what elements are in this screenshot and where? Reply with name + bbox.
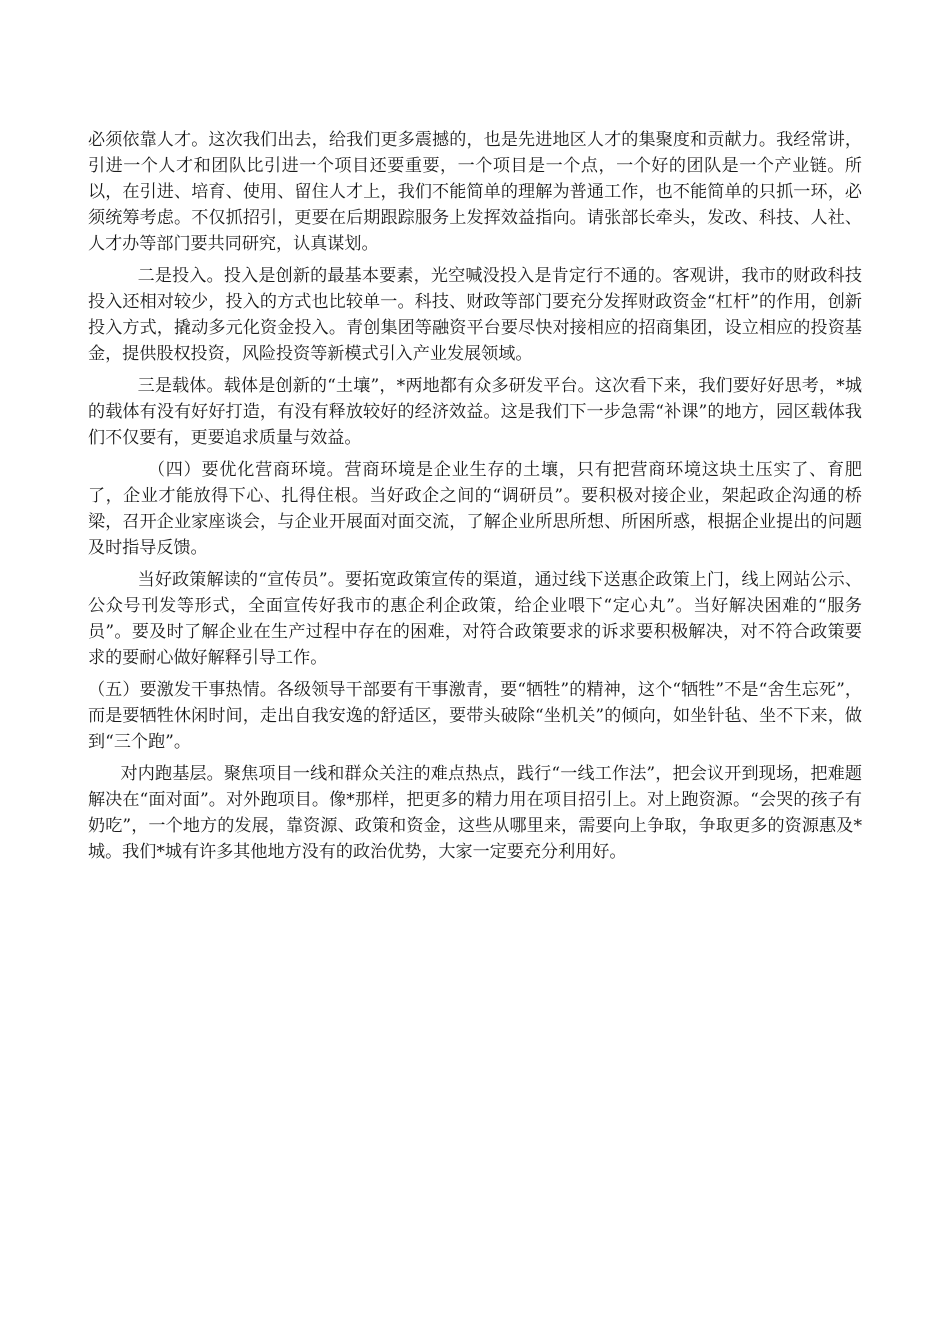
paragraph-three-runs: 对内跑基层。聚焦项目一线和群众关注的难点热点，践行“一线工作法”，把会议开到现场，把难题解决在“面对面”。对外跑项目。像*那样，把更多的精力用在项目招引上。对上跑资源。“会哭的孩子有奶吃”，一个地方的发展，靠资源、政策和资金，这些从哪里来，需要向上争取，争取更多的资源惠及*城。我们*城有许多其他地方没有的政治优势，大家一定要充分利用好。 (88, 764, 862, 862)
paragraph-carrier: 三是载体。载体是创新的“土壤”，*两地都有众多研发平台。这次看下来，我们要好好思考，*城的载体有没有好好打造，有没有释放较好的经济效益。这是我们下一步急需“补课”的地方，园区载体我们不仅要有，更要追求质量与效益。 (88, 376, 862, 448)
document-page (88, 127, 862, 871)
paragraph-business-environment: （四）要优化营商环境。营商环境是企业生存的土壤，只有把营商环境这块土压实了、育肥了，企业才能放得下心、扎得住根。当好政企之间的“调研员”。要积极对接企业，架起政企沟通的桥梁，召开企业家座谈会，与企业开展面对面交流，了解企业所思所想、所困所惑，根据企业提出的问题及时指导反馈。 (88, 460, 862, 558)
paragraph-policy-publicity: 当好政策解读的“宣传员”。要拓宽政策宣传的渠道，通过线下送惠企政策上门，线上网站公示、公众号刊发等形式，全面宣传好我市的惠企利企政策，给企业喂下“定心丸”。当好解决困难的“服务员”。要及时了解企业在生产过程中存在的困难，对符合政策要求的诉求要积极解决，对不符合政策要求的要耐心做好解释引导工作。 (88, 570, 862, 668)
paragraph-talent: 必须依靠人才。这次我们出去，给我们更多震撼的，也是先进地区人才的集聚度和贡献力。我经常讲，引进一个人才和团队比引进一个项目还要重要，一个项目是一个点，一个好的团队是一个产业链。所以，在引进、培育、使用、留住人才上，我们不能简单的理解为普通工作，也不能简单的只抓一环，必须统筹考虑。不仅抓招引，更要在后期跟踪服务上发挥效益指向。请张部长牵头，发改、科技、人社、人才办等部门要共同研究，认真谋划。 (88, 130, 862, 254)
paragraph-investment: 二是投入。投入是创新的最基本要素，光空喊没投入是肯定行不通的。客观讲，我市的财政科技投入还相对较少，投入的方式也比较单一。科技、财政等部门要充分发挥财政资金“杠杆”的作用，创新投入方式，撬动多元化资金投入。青创集团等融资平台要尽快对接相应的招商集团，设立相应的投资基金，提供股权投资，风险投资等新模式引入产业发展领域。 (88, 266, 862, 364)
paragraph-work-enthusiasm: （五）要激发干事热情。各级领导干部要有干事激青，要“牺牲”的精神，这个“牺牲”不是“舍生忘死”，而是要牺牲休闲时间，走出自我安逸的舒适区，要带头破除“坐机关”的倾向，如坐针毡、坐不下来，做到“三个跑”。 (88, 680, 862, 752)
